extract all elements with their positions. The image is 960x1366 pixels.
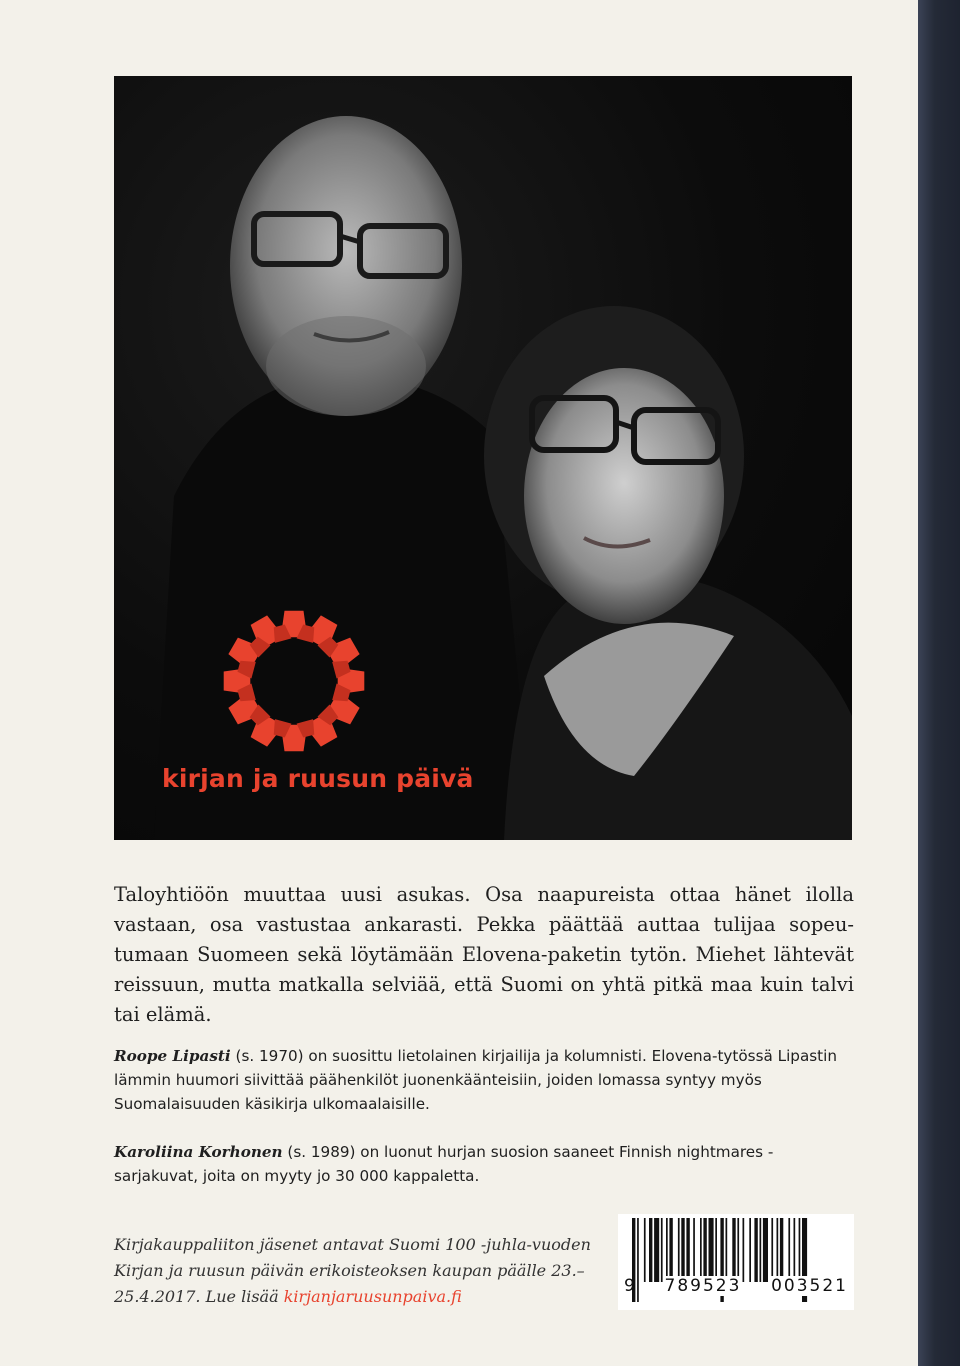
author-bio-roope [114, 1044, 854, 1116]
author-bio-text: (s. 1970) on suosittu lietolainen kirjailija ja kolumnisti. Elovena-tytössä Lipastin lämmin huumori siivittää päähenkilöt juonenkäänteisiin, joiden lomassa syntyy myös Suomalaisuuden käsikirja ulkomaalaisille. [114, 1047, 837, 1113]
barcode-bar [649, 1218, 652, 1282]
barcode-bar [794, 1218, 796, 1282]
barcode-bar [799, 1218, 801, 1282]
barcode-bar [743, 1218, 745, 1282]
isbn-group-1: 789523 [664, 1276, 742, 1296]
author-name: Karoliina Korhonen [114, 1143, 283, 1161]
barcode-bar [703, 1218, 706, 1282]
author-bio-text: (s. 1989) on luonut hurjan suosion saaneet Finnish nightmares -sarjakuvat, joita on myyty jo 30 000 kappaletta. [114, 1143, 774, 1185]
barcode-bar [686, 1218, 689, 1282]
book-blurb: Taloyhtiöön muuttaa uusi asukas. Osa naapureista ottaa hänet ilolla vastaan, osa vastustaa ankarasti. Pekka päättää auttaa tulijaa sopeutumaan Suomeen sekä löytämään Elovena-paketin tytön. Miehet lähtevät reissuun, mutta matkalla selviää, että Suomi on yhtä pitkä maa kuin talvi tai elämä. [114, 883, 854, 1026]
barcode-bar [749, 1218, 751, 1282]
promo-body: Kirjakauppaliiton jäsenet antavat Suomi 100 -juhla-vuoden Kirjan ja ruusun päivän erikoisteoksen kaupan päälle 23.–25.4.2017. Lue lisää [114, 1235, 591, 1306]
barcode-bar [709, 1218, 714, 1282]
barcode-bar [666, 1218, 668, 1282]
barcode-bar [669, 1218, 672, 1282]
barcode-bar [715, 1218, 717, 1282]
barcode-bar [732, 1218, 735, 1282]
barcode-bar [771, 1218, 773, 1282]
author-bio-karoliina [114, 1140, 854, 1188]
barcode-bar [763, 1218, 768, 1282]
author-name: Roope Lipasti [114, 1047, 231, 1065]
barcode-bar [654, 1218, 659, 1282]
barcode-bar [644, 1218, 646, 1282]
barcode-bar [777, 1218, 779, 1282]
isbn-digits [618, 1276, 854, 1296]
barcode-bar [678, 1218, 680, 1282]
promo-link[interactable]: kirjanjaruusunpaiva.fi [283, 1287, 462, 1306]
logo-text: kirjan ja ruusun päivä [162, 764, 474, 793]
book-spine-edge [918, 0, 960, 1366]
barcode-bar [681, 1218, 684, 1282]
barcode-bar [780, 1218, 783, 1282]
barcode-bar [700, 1218, 702, 1282]
barcode-bar [737, 1218, 739, 1282]
barcode-bar [760, 1218, 762, 1282]
barcode-bar [661, 1218, 663, 1282]
isbn-lead: 9 [624, 1276, 635, 1296]
kirjan-ja-ruusun-paiva-logo [218, 605, 370, 757]
author-photo [114, 76, 852, 840]
barcode-bar [726, 1218, 728, 1282]
promo-text [114, 1232, 594, 1310]
barcode-bar [693, 1218, 695, 1282]
barcode-bar [788, 1218, 790, 1282]
isbn-group-2: 003521 [771, 1276, 848, 1296]
barcode-bar [754, 1218, 757, 1282]
